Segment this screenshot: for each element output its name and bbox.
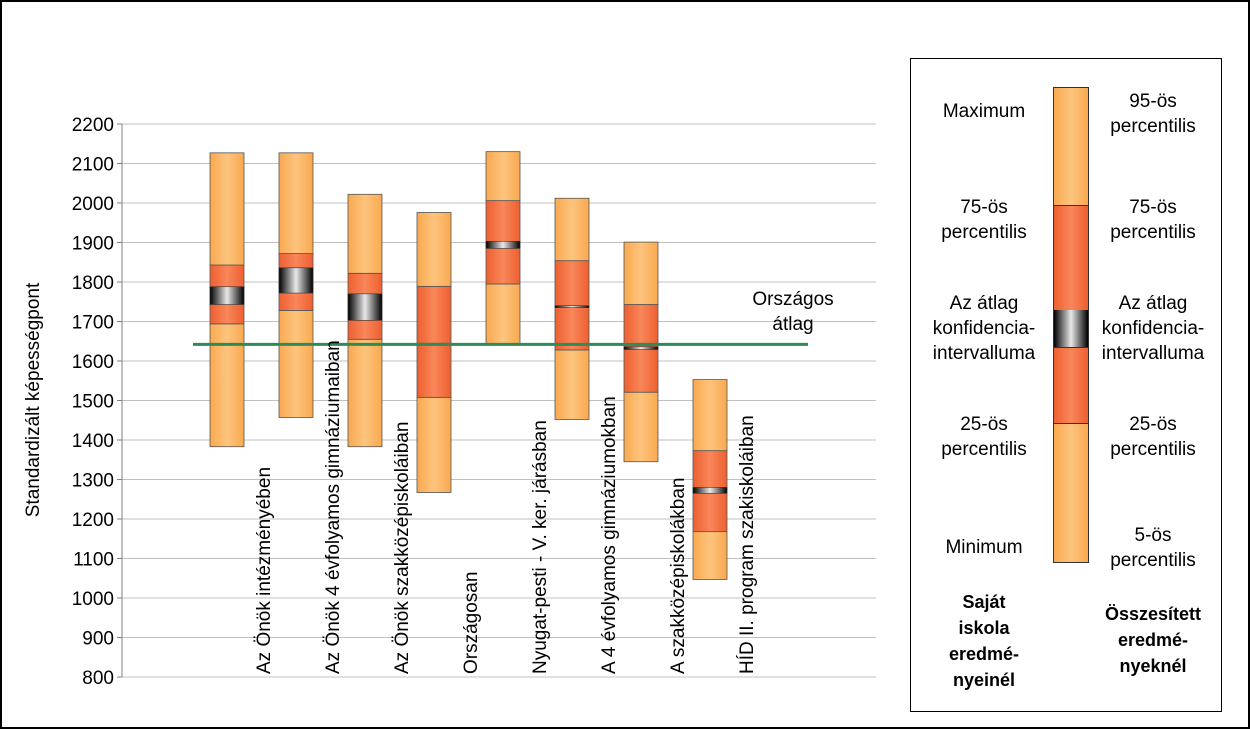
legend-left-p25-line2: percentilis	[941, 439, 1027, 460]
axes	[117, 124, 122, 677]
bar-upper-outer	[417, 212, 451, 286]
legend-bar-lower-inner	[1053, 347, 1089, 423]
legend-left-p75-line1: 75-ös	[960, 197, 1008, 218]
legend-right-caption	[1091, 601, 1215, 679]
category-label: Nyugat-pesti - V. ker. járásban	[530, 420, 551, 674]
legend-left-ci	[923, 291, 1045, 366]
legend-left-caption	[923, 589, 1045, 693]
category-label: Az Önök intézményében	[254, 466, 275, 674]
bar-lower-outer	[624, 392, 658, 462]
y-tick-label: 1100	[73, 549, 114, 571]
bar-group	[417, 212, 451, 492]
legend-right-p75	[1091, 195, 1215, 245]
bar-upper-outer	[486, 152, 520, 201]
y-tick-label: 1500	[71, 391, 114, 413]
legend-right-caption-line2: eredmé-	[1117, 630, 1189, 650]
bar-lower-outer	[348, 339, 382, 446]
y-tick-label: 1400	[71, 431, 114, 452]
bar-group	[486, 152, 520, 345]
reference-label-line2: átlag	[772, 314, 814, 335]
bar-upper-outer	[624, 242, 658, 304]
bar-lower-outer	[417, 397, 451, 492]
legend-left-p75-line2: percentilis	[941, 222, 1027, 243]
bar-upper-outer	[210, 153, 244, 265]
legend-right-p75-line2: percentilis	[1110, 222, 1196, 243]
bar-lower-outer	[693, 532, 727, 580]
legend-right-ci-line1: Az átlag	[1118, 293, 1188, 314]
legend-right-p75-line1: 75-ös	[1129, 197, 1177, 218]
legend-right-p5-line2: percentilis	[1110, 550, 1196, 571]
bar-group	[279, 153, 313, 418]
legend-right-p95	[1091, 89, 1215, 139]
legend-left-caption-line1: Saját	[962, 592, 1006, 612]
y-tick-label: 1900	[71, 233, 114, 255]
bar-upper-outer	[279, 153, 313, 254]
bar-group	[693, 380, 727, 580]
legend-bar-upper-outer	[1053, 87, 1089, 205]
y-tick-label: 1600	[71, 352, 114, 373]
legend-left-caption-line3: eredmé-	[948, 644, 1020, 664]
legend-right-p5-line1: 5-ös	[1134, 525, 1172, 546]
legend-maximum: Maximum	[942, 101, 1026, 122]
legend-left-p25-line1: 25-ös	[960, 414, 1008, 435]
category-label: HÍD II. program szakiskoláiban	[737, 415, 758, 674]
legend-right-p25-line1: 25-ös	[1129, 414, 1177, 435]
legend	[910, 58, 1222, 712]
bar-group	[555, 198, 589, 419]
legend-left-ci-line3: intervalluma	[932, 343, 1036, 364]
category-label: Országosan	[461, 571, 482, 674]
y-tick-label: 2100	[71, 154, 114, 176]
bar-upper-outer	[693, 380, 727, 451]
legend-right-p25	[1091, 412, 1215, 462]
bar-lower-outer	[210, 324, 244, 447]
legend-right-p5	[1091, 523, 1215, 573]
bars	[210, 152, 727, 580]
category-label: A 4 évfolyamos gimnáziumokban	[599, 396, 620, 674]
legend-right-ci-line3: intervalluma	[1101, 343, 1205, 364]
legend-right-caption-line1: Összesített	[1104, 604, 1202, 624]
legend-right-p25-line2: percentilis	[1110, 439, 1196, 460]
y-tick-label: 1700	[71, 312, 114, 334]
bar-ci	[486, 241, 520, 248]
y-axis-label: Standardizált képességpont	[23, 282, 44, 518]
bar-inner	[555, 261, 589, 350]
bar-lower-outer	[555, 350, 589, 420]
bar-ci	[279, 268, 313, 293]
legend-left-p25	[923, 412, 1045, 462]
category-label: Az Önök 4 évfolyamos gimnáziumaiban	[323, 340, 344, 674]
category-label: A szakközépiskolákban	[668, 477, 689, 674]
y-tick-label: 1300	[71, 470, 114, 492]
y-tick-label: 1000	[71, 589, 114, 610]
bar-ci	[624, 347, 658, 350]
bar-upper-outer	[555, 198, 589, 260]
legend-left-ci-line2: konfidencia-	[932, 318, 1036, 339]
legend-right-p95-line2: percentilis	[1110, 116, 1196, 137]
legend-right-ci	[1091, 291, 1215, 366]
category-labels	[254, 340, 758, 674]
legend-left-caption-line2: iskola	[958, 618, 1010, 638]
y-tick-label: 1200	[71, 510, 114, 531]
y-tick-label: 2200	[71, 115, 114, 136]
legend-right-ci-line2: konfidencia-	[1101, 318, 1205, 339]
bar-ci	[348, 294, 382, 320]
legend-left-ci-line1: Az átlag	[949, 293, 1019, 314]
legend-left-p75	[923, 195, 1045, 245]
legend-left-caption-line4: nyeinél	[952, 670, 1016, 690]
bar-lower-outer	[486, 284, 520, 344]
bar-ci	[693, 487, 727, 493]
legend-minimum: Minimum	[945, 537, 1023, 558]
bar-inner	[417, 286, 451, 397]
bar-group	[210, 153, 244, 447]
y-tick-labels	[72, 115, 114, 689]
bar-ci	[210, 287, 244, 305]
y-tick-label: 900	[82, 628, 114, 650]
y-tick-label: 1800	[71, 273, 114, 294]
bar-upper-outer	[348, 194, 382, 273]
legend-right-caption-line3: nyeknél	[1119, 656, 1187, 676]
bar-group	[624, 242, 658, 462]
reference-label-line1: Országos	[752, 289, 834, 310]
legend-bar-ci	[1053, 310, 1089, 347]
bar-group	[348, 194, 382, 446]
legend-right-p95-line1: 95-ös	[1129, 91, 1177, 112]
bar-lower-outer	[279, 310, 313, 417]
legend-bar-upper-inner	[1053, 205, 1089, 310]
y-tick-label: 800	[82, 668, 114, 689]
bar-ci	[555, 306, 589, 308]
y-tick-label: 2000	[71, 194, 114, 215]
category-label: Az Önök szakközépiskoláiban	[392, 421, 413, 674]
legend-bar-lower-outer	[1053, 423, 1089, 563]
